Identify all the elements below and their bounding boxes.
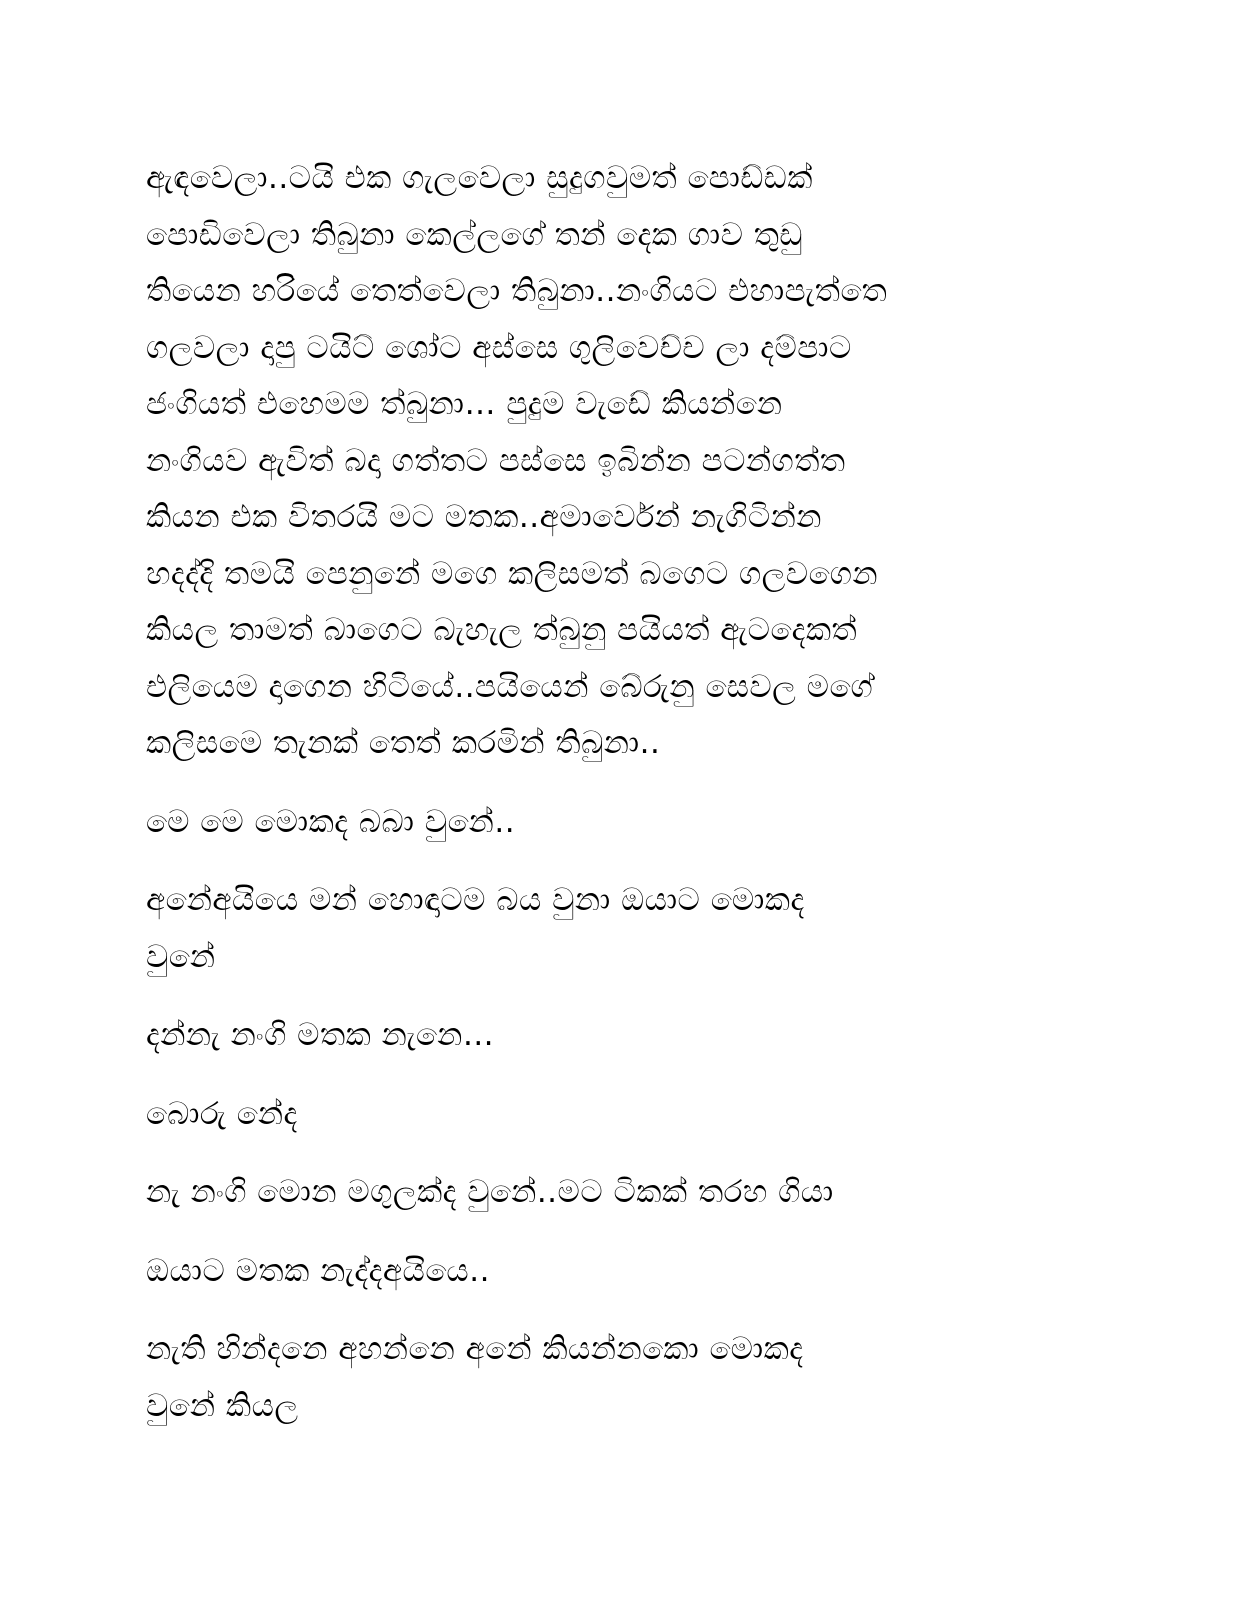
paragraph-1 <box>146 150 1086 772</box>
text-line: ගලවලා දාපු ටයිට් ශෝට අස්සෙ ගුලිවෙච්ච ලා දම්පාට <box>146 329 852 366</box>
paragraph-2 <box>146 794 1086 851</box>
text-line: එලියෙම දාගෙන හිටියේ..පයියෙන් බේරුනු සෙවල මගේ <box>146 668 874 705</box>
text-line: කියන එක විතරයි මට මතක..අමාර්වෙන් නැගිටින්න <box>146 499 822 535</box>
text-line: කලිසමෙ තැනක් තෙත් කරමින් තිබුනා.. <box>146 725 661 761</box>
paragraph-3 <box>146 872 1086 985</box>
text-line: නැති හින්දනෙ අහන්නෙ අනේ කියන්නකො මොකද <box>146 1331 804 1367</box>
paragraph-6 <box>146 1164 1086 1221</box>
text-line: ඔයාට මතක නැද්දඅයියෙ.. <box>146 1252 490 1289</box>
paragraph-8 <box>146 1321 1086 1434</box>
text-line: දන්නැ නංගි මතක නැනෙ… <box>146 1017 495 1053</box>
text-line: තියෙන හරියේ තෙත්වෙලා තිබුනා..නංගියට එහාපැත්තෙ <box>146 273 888 309</box>
text-line: වුනේ <box>146 938 216 975</box>
text-line: මෙ මෙ මොකද බබා වුනේ.. <box>146 803 516 840</box>
text-line: පොඩිවෙලා තිබුනා කෙල්ලගේ තන් දෙක ගාව තුඩු <box>146 216 803 253</box>
paragraph-5 <box>146 1086 1086 1143</box>
text-line: වුනේ කියල <box>146 1387 299 1424</box>
text-line: හදද්දි තමයි පෙනුනේ මගෙ කලිසමත් බගෙට ගලවගෙන <box>146 555 879 592</box>
text-line: ජංගියත් එහෙමම ත්බුනා… පුදුම වැඩේ කියන්නෙ <box>146 386 783 422</box>
text-line: නංගියව ඇවිත් බදා ගත්තට පස්සෙ ඉබින්න පටන්ගත්ත <box>146 442 846 479</box>
paragraph-4 <box>146 1007 1086 1064</box>
text-line: කියල තාමත් බාගෙට බැහැල ත්බුනු පයියත් ඇටදෙකත් <box>146 612 858 648</box>
text-line: නැ නංගි මොන මගුලක්ද වුනේ..මට ටිකක් තරහ ගියා <box>146 1174 834 1210</box>
text-line: බොරු නේද <box>146 1095 298 1132</box>
text-line: අනේඅයියෙ මන් හොඳාටම බය වුනා ඔයාට මොකද <box>146 882 805 918</box>
text-line: ඇඳවෙලා..ටයි එක ගැලවෙලා සුදුගවුමත් පොඩ්ඩක් <box>146 160 813 196</box>
paragraph-7 <box>146 1243 1086 1300</box>
story-text <box>146 150 1086 1456</box>
